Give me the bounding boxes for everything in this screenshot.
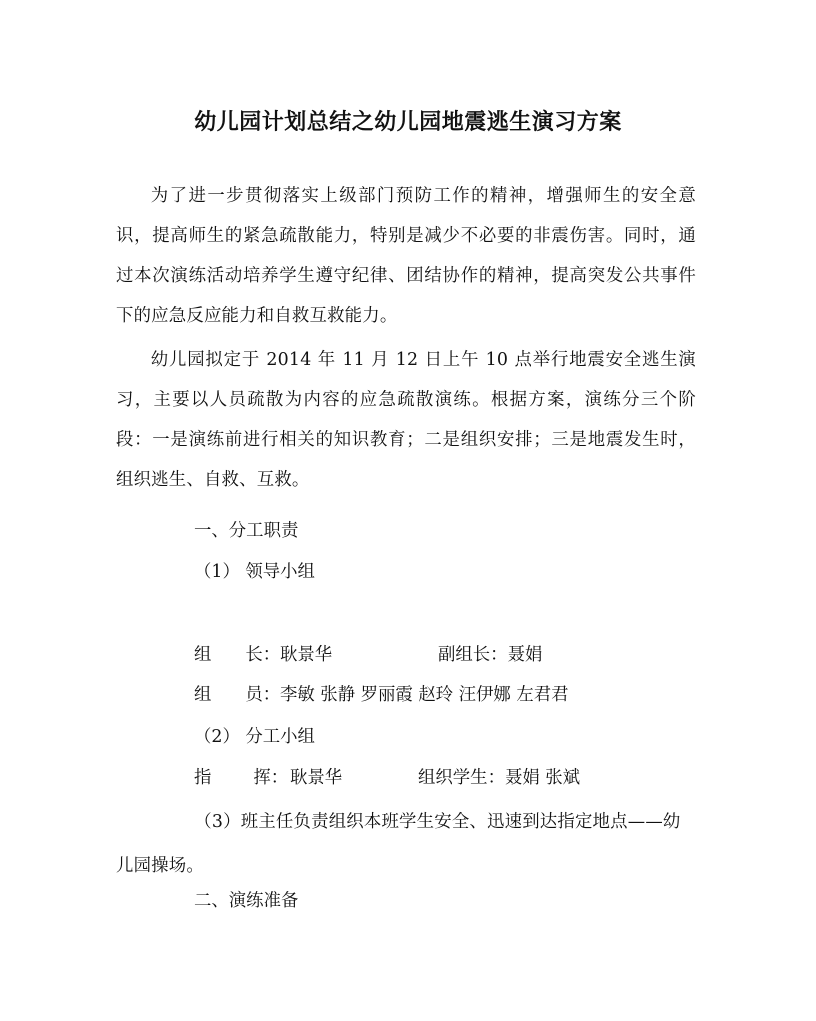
leader-label xyxy=(194,640,280,670)
leader-label-char-2: 长： xyxy=(245,645,281,665)
member-label xyxy=(194,680,280,710)
member-label-char-1: 组 xyxy=(194,685,212,705)
document-title: 幼儿园计划总结之幼儿园地震逃生演习方案 xyxy=(194,109,622,135)
commander-value: 耿景华 xyxy=(290,768,343,788)
intro-paragraph: 为了进一步贯彻落实上级部门预防工作的精神，增强师生的安全意识，提高师生的紧急疏散能力，特别是减少不必要的非震伤害。同时，通过本次演练活动培养学生遵守纪律、团结协作的精神，提高突发公共事件下的应急反应能力和自救互救能力。 xyxy=(116,186,696,326)
leader-label-char-1: 组 xyxy=(194,645,212,665)
organizer: 组织学生：聂娟 张斌 xyxy=(418,768,581,788)
commander-label-char-2: 挥： xyxy=(253,768,289,788)
member-label-char-2: 员： xyxy=(245,685,281,705)
deputy-leader: 副组长：聂娟 xyxy=(438,645,543,665)
subsection-division-group: （2） 分工小组 xyxy=(194,727,315,747)
schedule-paragraph: 幼儿园拟定于 2014 年 11 月 12 日上午 10 点举行地震安全逃生演习，主要以人员疏散为内容的应急疏散演练。根据方案，演练分三个阶段：一是演练前进行相关的知识教育；二是组织安排；三是地震发生时，组织逃生、自救、互救。 xyxy=(116,350,696,490)
subsection-leadership-group: （1） 领导小组 xyxy=(194,562,315,582)
commander-label-char-1: 指 xyxy=(194,768,212,788)
leader-value: 耿景华 xyxy=(280,645,333,665)
class-teacher-paragraph: （3）班主任负责组织本班学生安全、迅速到达指定地点——幼儿园操场。 xyxy=(116,812,681,876)
section-heading-preparation: 二、演练准备 xyxy=(194,891,299,911)
section-heading-duties: 一、分工职责 xyxy=(194,521,299,541)
member-value: 李敏 张静 罗丽霞 赵玲 汪伊娜 左君君 xyxy=(280,685,569,705)
commander-label xyxy=(194,763,288,793)
leader-label-text xyxy=(194,640,280,670)
